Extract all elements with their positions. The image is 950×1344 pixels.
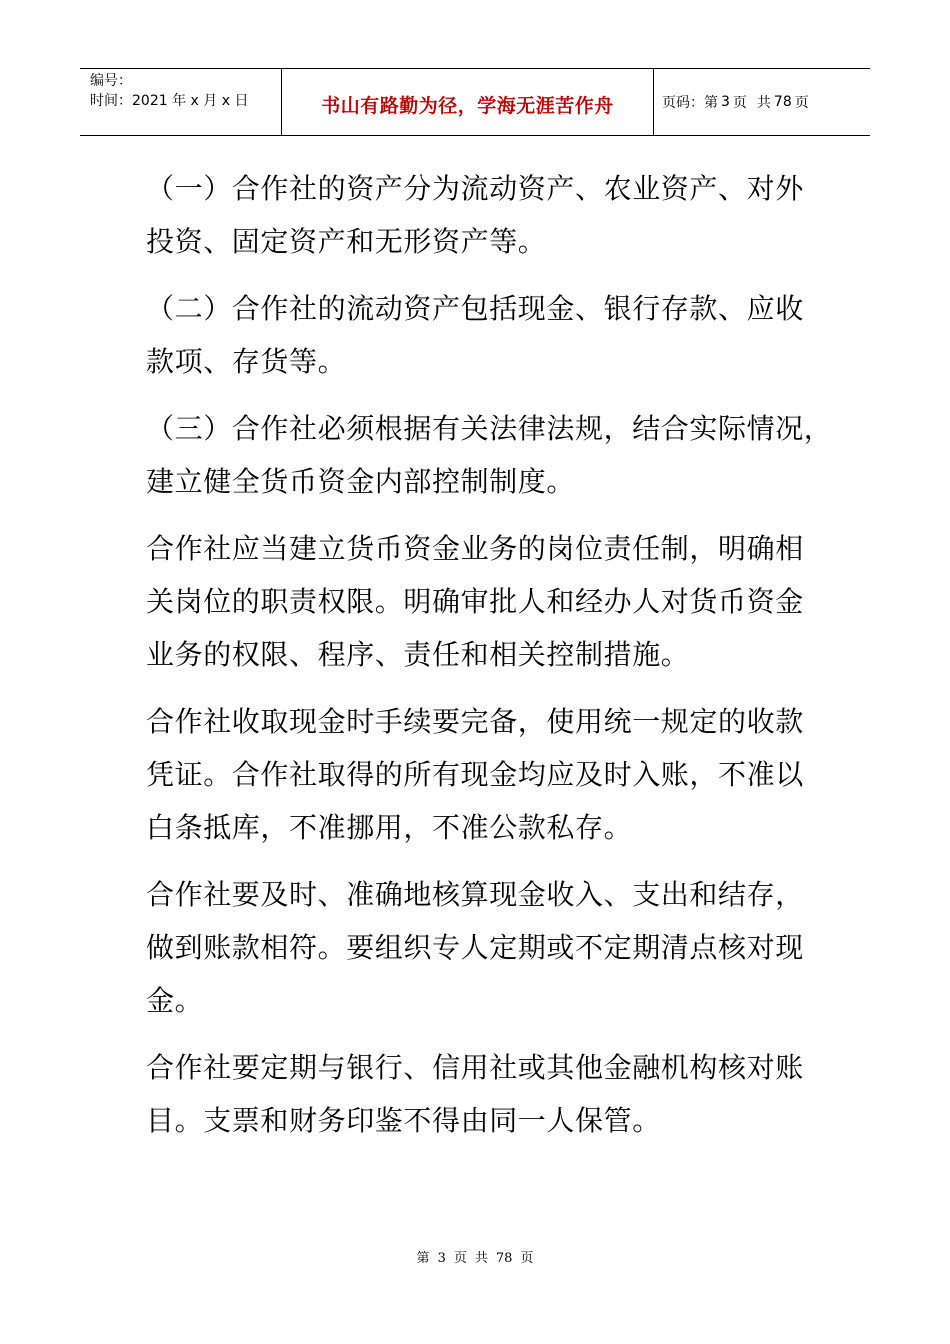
body-paragraph (146, 522, 826, 681)
body-paragraph (146, 282, 826, 388)
paragraph-line: 关岗位的职责权限。明确审批人和经办人对货币资金 (146, 585, 804, 618)
paragraph-line: （二）合作社的流动资产包括现金、银行存款、应收 (146, 292, 804, 325)
paragraph-line: 金。 (146, 984, 204, 1017)
page-label: 页码：第 (662, 95, 718, 111)
paragraph-line: 款项、存货等。 (146, 345, 347, 378)
body-paragraph (146, 162, 826, 268)
body-paragraph (146, 402, 833, 508)
footer-suffix: 页 (520, 1251, 534, 1266)
document-number-label: 编号： (90, 73, 132, 89)
paragraph-line: （一）合作社的资产分为流动资产、农业资产、对外 (146, 172, 804, 205)
page-header (80, 68, 870, 136)
page-current: 3 (721, 94, 730, 110)
page-total: 78 (773, 94, 792, 110)
paragraph-line: 建立健全货币资金内部控制制度。 (146, 465, 576, 498)
body-paragraph (146, 868, 826, 1027)
page-total-label: 共 (756, 95, 771, 111)
header-page-info (654, 69, 870, 135)
document-time-label: 时间：2021 年 x 月 x 日 (90, 93, 249, 109)
paragraph-line: （三）合作社必须根据有关法律法规，结合实际情况， (146, 412, 833, 445)
paragraph-line: 凭证。合作社取得的所有现金均应及时入账，不准以 (146, 758, 804, 791)
footer-mid2: 共 (474, 1251, 488, 1266)
header-meta (80, 69, 282, 135)
paragraph-line: 做到账款相符。要组织专人定期或不定期清点核对现 (146, 931, 804, 964)
page-footer (0, 1247, 950, 1266)
document-body (146, 162, 833, 1161)
paragraph-line: 合作社要定期与银行、信用社或其他金融机构核对账 (146, 1051, 804, 1084)
paragraph-line: 白条抵库，不准挪用，不准公款私存。 (146, 811, 633, 844)
body-paragraph (146, 1041, 826, 1147)
paragraph-line: 合作社应当建立货币资金业务的岗位责任制，明确相 (146, 532, 804, 565)
paragraph-line: 投资、固定资产和无形资产等。 (146, 225, 547, 258)
footer-prefix: 第 (416, 1251, 430, 1266)
paragraph-line: 合作社要及时、准确地核算现金收入、支出和结存， (146, 878, 804, 911)
footer-mid1: 页 (453, 1251, 467, 1266)
footer-total: 78 (495, 1251, 513, 1266)
page-total-unit: 页 (794, 95, 809, 111)
page-unit: 页 (732, 95, 747, 111)
paragraph-line: 合作社收取现金时手续要完备，使用统一规定的收款 (146, 705, 804, 738)
paragraph-line: 目。支票和财务印鉴不得由同一人保管。 (146, 1104, 661, 1137)
header-motto: 书山有路勤为径，学海无涯苦作舟 (321, 94, 614, 117)
footer-current: 3 (437, 1251, 446, 1266)
body-paragraph (146, 695, 826, 854)
header-motto-cell (282, 69, 654, 135)
paragraph-line: 业务的权限、程序、责任和相关控制措施。 (146, 638, 690, 671)
